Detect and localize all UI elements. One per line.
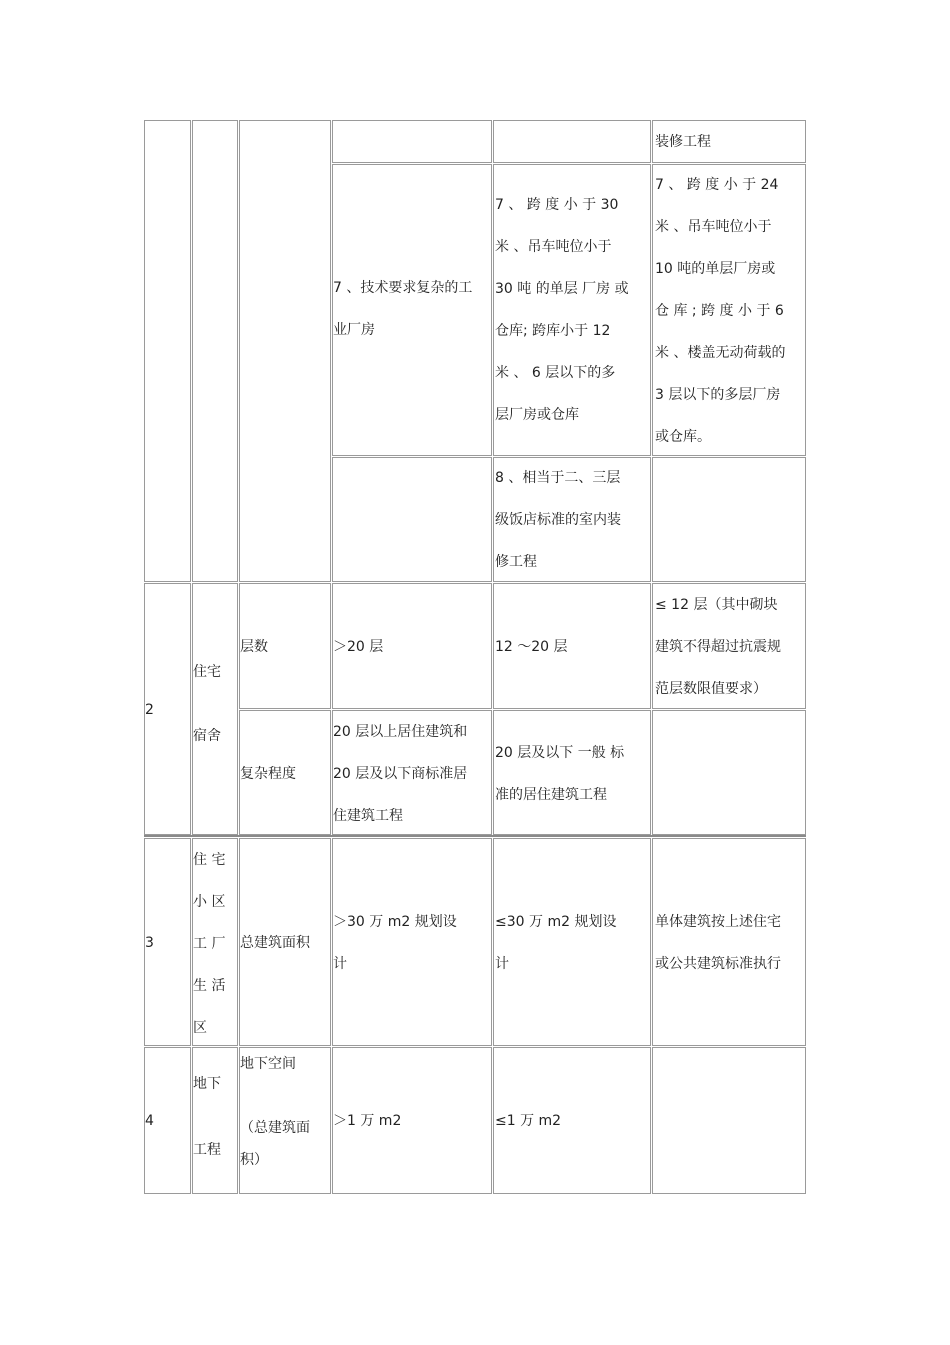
- s3-c6-text: 单体建筑按上述住宅 或公共建筑标准执行: [655, 914, 781, 972]
- s1-r3-c4: [332, 457, 492, 582]
- s1-r2-c6: [652, 164, 806, 456]
- s4-label: [239, 1047, 331, 1194]
- s2-b-c6: [652, 710, 806, 835]
- s1-r2-c4: [332, 164, 492, 456]
- s1-r1-c5: [493, 120, 651, 163]
- s2-a-c4: [332, 583, 492, 709]
- s1-type-cell: [192, 120, 238, 582]
- s3-label: [239, 838, 331, 1046]
- s2-type-cell: [192, 583, 238, 835]
- s3-type: 住 宅 小 区 工 厂 生 活 区: [193, 852, 226, 1036]
- s3-c6: [652, 838, 806, 1046]
- s1-r2-c6-text: 7 、 跨 度 小 于 24 米 、吊车吨位小于 10 吨的单层厂房或 仓 库 ; 跨 度 小 于 6 米 、楼盖无动荷载的 3 层以下的多层厂房 或仓库。: [655, 177, 786, 445]
- s3-c5-text: ≤30 万 m2 规划设 计: [495, 914, 617, 972]
- s1-r1-c6: [652, 120, 806, 163]
- s3-label-text: 总建筑面积: [240, 935, 310, 951]
- s3-c4-text: ＞30 万 m2 规划设 计: [333, 914, 457, 972]
- s1-r3-c5-text: 8 、相当于二、三层 级饭店标准的室内装 修工程: [495, 470, 621, 570]
- s1-label-cell: [239, 120, 331, 582]
- s2-b-c4-text: 20 层以上居住建筑和 20 层及以下商标准居 住建筑工程: [333, 724, 468, 824]
- s1-number-cell: [144, 120, 191, 582]
- s2-label-a: [239, 583, 331, 709]
- s1-r3-c5: [493, 457, 651, 582]
- s2-b-c5-text: 20 层及以下 一般 标 准的居住建筑工程: [495, 745, 625, 803]
- s2-b-c5: [493, 710, 651, 835]
- s2-a-c6-text: ≤ 12 层（其中砌块 建筑不得超过抗震规 范层数限值要求）: [655, 597, 781, 697]
- s2-label-b: [239, 710, 331, 835]
- s1-r3-c6: [652, 457, 806, 582]
- s2-type: 住宅 宿舍: [193, 664, 221, 744]
- s2-a-c5-text: 12 ～20 层: [495, 639, 568, 655]
- s4-number: 4: [145, 1113, 154, 1129]
- s2-a-c5: [493, 583, 651, 709]
- s4-label-text: 地下空间 （总建筑面 积）: [240, 1056, 310, 1168]
- s3-number-cell: [144, 838, 191, 1046]
- s3-c4: [332, 838, 492, 1046]
- s4-number-cell: [144, 1047, 191, 1194]
- s2-label-a-text: 层数: [240, 639, 268, 655]
- s4-c5: [493, 1047, 651, 1194]
- s4-type-cell: [192, 1047, 238, 1194]
- section-divider: [144, 835, 806, 837]
- s2-a-c6: [652, 583, 806, 709]
- s1-r1-c4: [332, 120, 492, 163]
- s2-b-c4: [332, 710, 492, 835]
- s2-a-c4-text: ＞20 层: [333, 639, 384, 655]
- s1-r2-c5-text: 7 、 跨 度 小 于 30 米 、吊车吨位小于 30 吨 的单层 厂房 或 仓库; 跨库小于 12 米 、 6 层以下的多 层厂房或仓库: [495, 197, 629, 423]
- s3-c5: [493, 838, 651, 1046]
- s2-number-cell: [144, 583, 191, 835]
- s4-c5-text: ≤1 万 m2: [495, 1113, 562, 1129]
- s2-number: 2: [145, 702, 154, 718]
- s1-r1-c6-text: 装修工程: [655, 134, 711, 150]
- s1-r2-c5: [493, 164, 651, 456]
- s4-c6: [652, 1047, 806, 1194]
- s4-c4-text: ＞1 万 m2: [333, 1113, 402, 1129]
- s4-type: 地下 工程: [193, 1076, 221, 1158]
- s3-type-cell: [192, 838, 238, 1046]
- s1-r2-c4-text: 7 、技术要求复杂的工 业厂房: [333, 280, 473, 338]
- s4-c4: [332, 1047, 492, 1194]
- s2-label-b-text: 复杂程度: [240, 766, 296, 782]
- s3-number: 3: [145, 935, 154, 951]
